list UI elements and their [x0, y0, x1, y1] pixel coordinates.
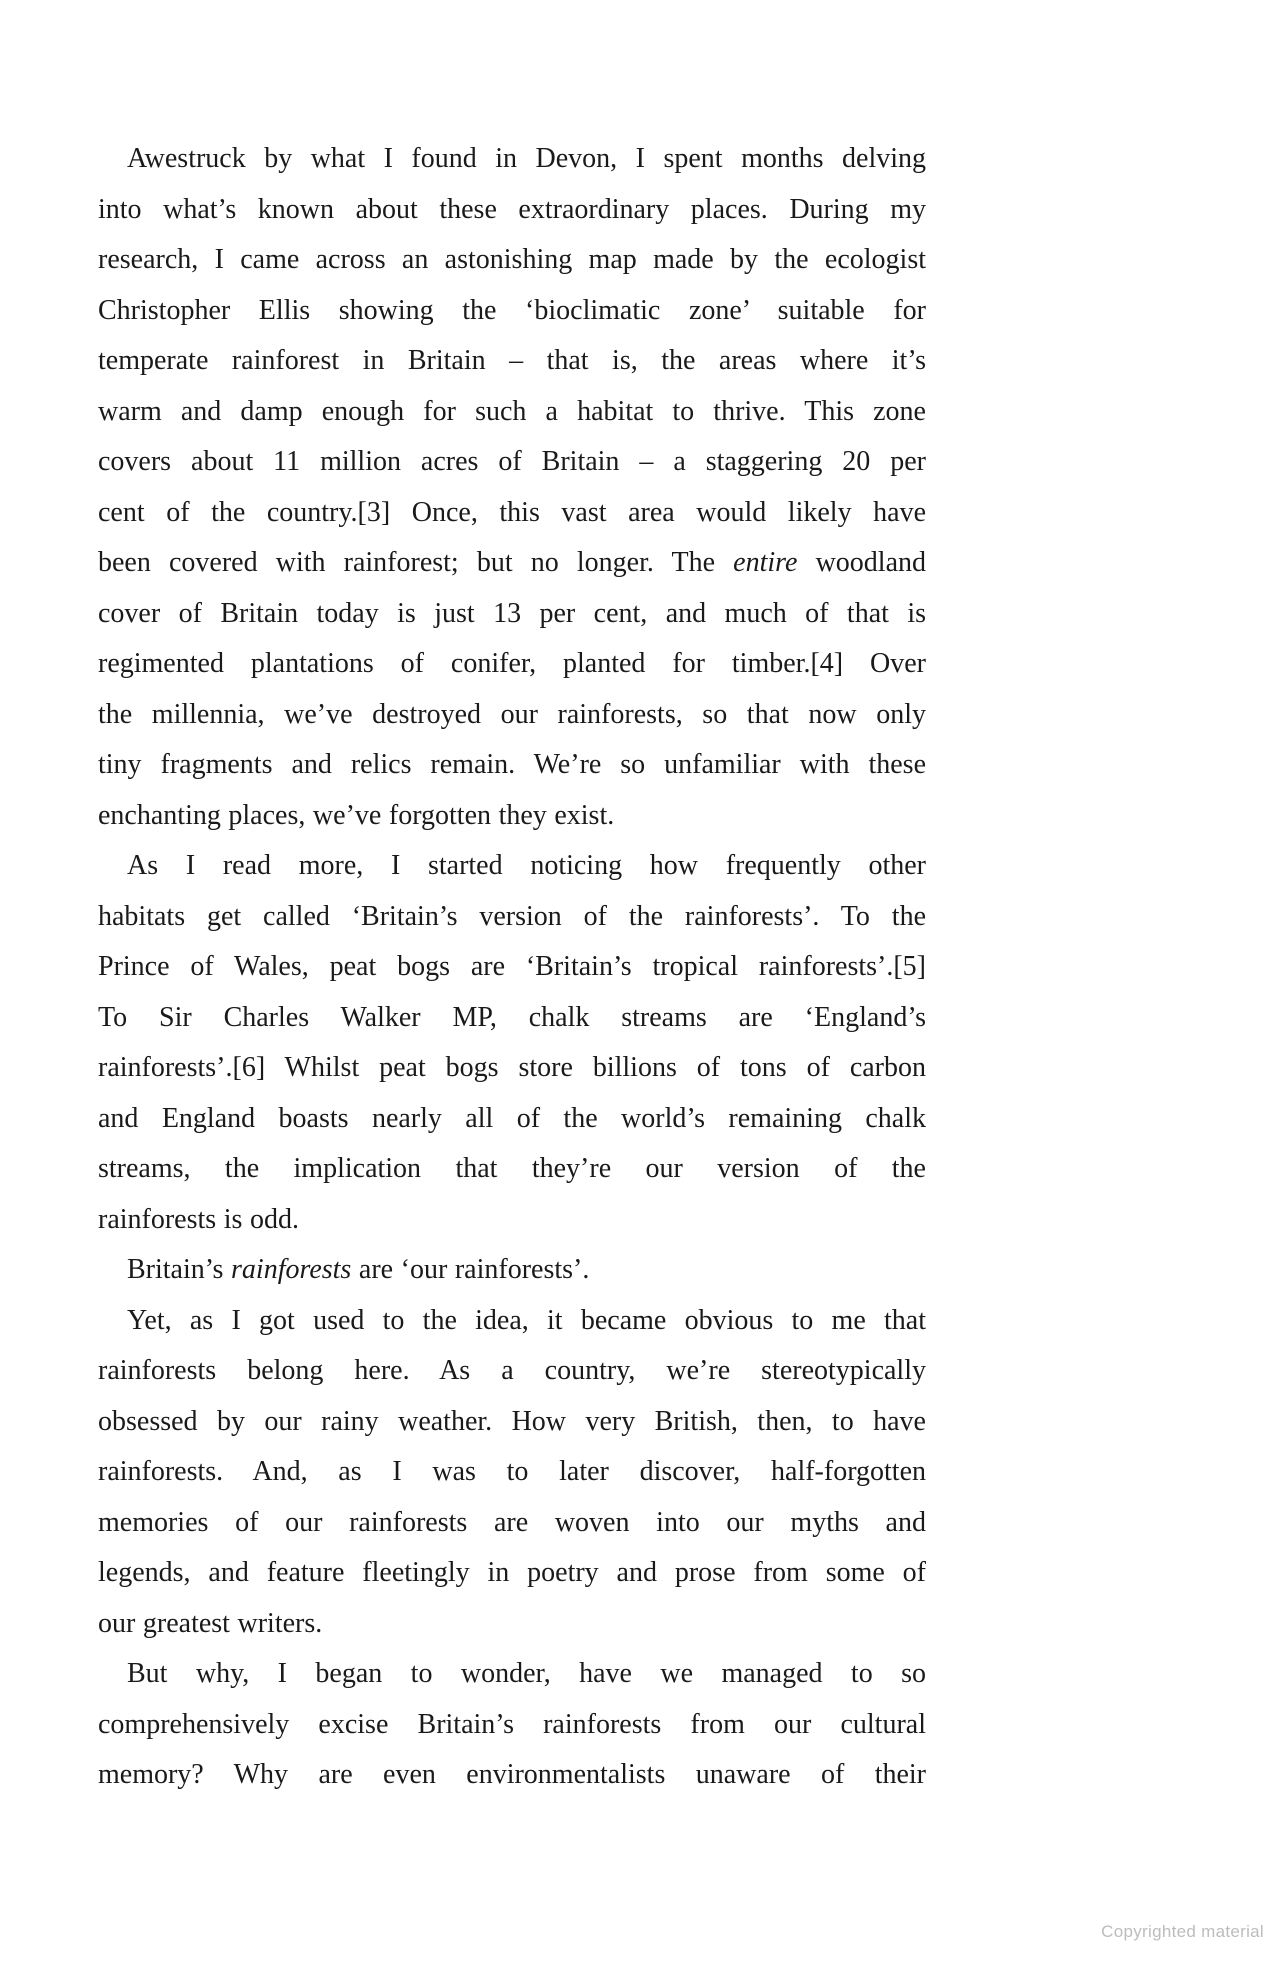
text-segment: and England boasts nearly all of the world’s remaining chalk	[98, 1102, 926, 1134]
text-segment: Prince of Wales, peat bogs are ‘Britain’s tropical rainforests’.[5]	[98, 951, 926, 982]
text-segment: habitats get called ‘Britain’s version of the rainforests’. To the	[98, 900, 926, 932]
text-segment: tiny fragments and relics remain. We’re so unfamiliar with these	[98, 749, 926, 780]
page-text	[98, 134, 926, 1801]
text-line	[98, 841, 926, 892]
italic-text: rainforests	[231, 1254, 352, 1285]
text-line	[98, 1346, 926, 1397]
text-line	[98, 387, 926, 438]
text-segment: memory? Why are even environmentalists unaware of their	[98, 1759, 926, 1790]
paragraph	[98, 1245, 926, 1296]
text-segment: Christopher Ellis showing the ‘bioclimatic zone’ suitable for	[98, 294, 926, 326]
text-line	[98, 942, 926, 993]
paragraph	[98, 1649, 926, 1801]
text-line	[98, 336, 926, 387]
text-line	[98, 589, 926, 640]
text-line	[98, 1599, 926, 1650]
text-segment: into what’s known about these extraordinary places. During my	[98, 193, 926, 225]
text-line	[98, 1195, 926, 1246]
text-line	[98, 1043, 926, 1094]
text-segment: Awestruck by what I found in Devon, I spent months delving	[127, 143, 926, 174]
text-segment: rainforests. And, as I was to later discover, half-forgotten	[98, 1456, 926, 1487]
text-segment: warm and damp enough for such a habitat to thrive. This zone	[98, 395, 926, 427]
paragraph	[98, 134, 926, 841]
text-line	[98, 1397, 926, 1448]
text-segment: been covered with rainforest; but no longer. The	[98, 547, 734, 578]
text-line	[98, 1296, 926, 1347]
text-segment: cent of the country.[3] Once, this vast area would likely have	[98, 496, 926, 528]
text-segment: enchanting places, we’ve forgotten they exist.	[98, 799, 615, 831]
text-segment: our greatest writers.	[98, 1607, 323, 1639]
text-segment: memories of our rainforests are woven into our myths and	[98, 1506, 926, 1538]
text-line	[98, 1700, 926, 1751]
text-line	[98, 1498, 926, 1549]
paragraph	[98, 841, 926, 1245]
text-segment: woodland	[797, 547, 926, 578]
text-segment: rainforests belong here. As a country, we’re stereotypically	[98, 1355, 926, 1386]
text-line	[98, 1750, 926, 1801]
text-segment: regimented plantations of conifer, planted for timber.[4] Over	[98, 648, 926, 679]
text-segment: Britain’s	[127, 1254, 232, 1285]
text-line	[98, 286, 926, 337]
text-line	[98, 1144, 926, 1195]
text-segment: cover of Britain today is just 13 per cent, and much of that is	[98, 597, 926, 629]
italic-text: entire	[733, 547, 798, 578]
text-segment: rainforests’.[6] Whilst peat bogs store billions of tons of carbon	[98, 1052, 926, 1083]
text-line	[98, 134, 926, 185]
watermark: Copyrighted material	[1101, 1922, 1264, 1941]
text-segment: temperate rainforest in Britain – that is, the areas where it’s	[98, 345, 926, 376]
text-line	[98, 185, 926, 236]
text-line	[98, 1245, 926, 1296]
text-segment: research, I came across an astonishing map made by the ecologist	[98, 244, 926, 275]
text-line	[98, 690, 926, 741]
text-segment: rainforests is odd.	[98, 1203, 299, 1235]
text-segment: But why, I began to wonder, have we managed to so	[127, 1658, 926, 1689]
text-segment: As I read more, I started noticing how frequently other	[127, 850, 926, 881]
text-line	[98, 1094, 926, 1145]
text-line	[98, 1548, 926, 1599]
text-line	[98, 1649, 926, 1700]
text-segment: covers about 11 million acres of Britain – a staggering 20 per	[98, 446, 926, 477]
text-segment: the millennia, we’ve destroyed our rainforests, so that now only	[98, 698, 926, 730]
text-line	[98, 235, 926, 286]
text-line	[98, 538, 926, 589]
text-line	[98, 993, 926, 1044]
text-line	[98, 488, 926, 539]
text-segment: are ‘our rainforests’.	[351, 1254, 590, 1285]
text-line	[98, 639, 926, 690]
text-line	[98, 892, 926, 943]
text-line	[98, 791, 926, 842]
text-segment: obsessed by our rainy weather. How very British, then, to have	[98, 1405, 926, 1437]
text-segment: comprehensively excise Britain’s rainforests from our cultural	[98, 1708, 926, 1740]
text-segment: streams, the implication that they’re our version of the	[98, 1153, 926, 1184]
text-line	[98, 1447, 926, 1498]
text-segment: legends, and feature fleetingly in poetry and prose from some of	[98, 1557, 926, 1588]
text-line	[98, 740, 926, 791]
text-segment: Yet, as I got used to the idea, it became obvious to me that	[127, 1304, 926, 1336]
text-segment: To Sir Charles Walker MP, chalk streams are ‘England’s	[98, 1001, 926, 1033]
text-line	[98, 437, 926, 488]
paragraph	[98, 1296, 926, 1650]
